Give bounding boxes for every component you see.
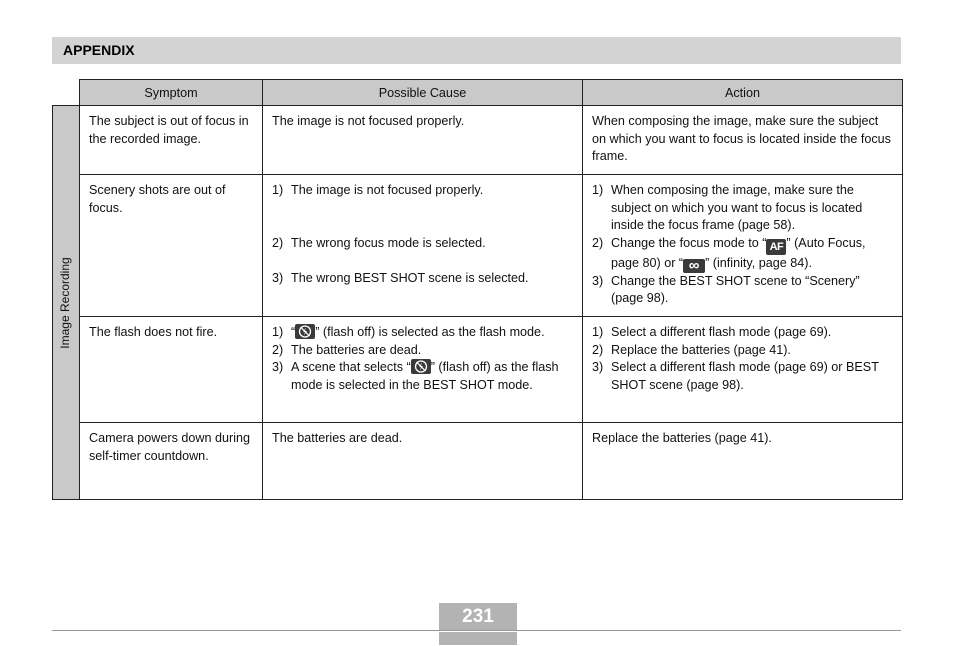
table-row	[53, 423, 903, 500]
action-list	[592, 324, 893, 394]
side-category-label: Image Recording	[58, 256, 73, 349]
symptom-cell: The subject is out of focus in the recorded image.	[80, 106, 263, 175]
page-number-badge	[439, 603, 517, 645]
table-header-row	[53, 80, 903, 106]
cause-cell	[263, 317, 583, 423]
action-cell: Replace the batteries (page 41).	[583, 423, 903, 500]
page-number: 231	[439, 603, 517, 630]
symptom-cell: Scenery shots are out of focus.	[80, 175, 263, 317]
column-header-action: Action	[583, 80, 903, 106]
list-item: 2) The wrong focus mode is selected.	[272, 235, 486, 250]
action-cell	[583, 317, 903, 423]
table-row	[53, 106, 903, 175]
symptom-cell: The flash does not fire.	[80, 317, 263, 423]
flash-off-icon	[411, 359, 431, 374]
infinity-icon: ∞	[683, 259, 705, 273]
cause-cell: The batteries are dead.	[263, 423, 583, 500]
list-item: 2) Change the focus mode to “ AF ” (Auto Focus, page 80) or “ ∞ ” (infinity, page 84).	[592, 235, 866, 274]
action-cell: When composing the image, make sure the subject on which you want to focus is located inside the focus frame.	[583, 106, 903, 175]
section-header	[52, 37, 901, 64]
table-row	[53, 317, 903, 423]
section-title: APPENDIX	[63, 42, 135, 58]
cause-cell: The image is not focused properly.	[263, 106, 583, 175]
list-item: 3) Select a different flash mode (page 69) or BEST SHOT scene (page 98).	[592, 360, 879, 392]
side-category-cell	[53, 106, 80, 500]
action-list	[592, 182, 893, 308]
cause-cell	[263, 175, 583, 317]
auto-focus-icon: AF	[766, 239, 786, 255]
cause-list	[272, 324, 573, 394]
action-cell	[583, 175, 903, 317]
column-header-cause: Possible Cause	[263, 80, 583, 106]
list-item: 1) When composing the image, make sure the subject on which you want to focus is located inside the focus frame (page 58).	[592, 183, 863, 233]
column-header-symptom: Symptom	[80, 80, 263, 106]
list-item: 1) The image is not focused properly.	[272, 183, 484, 197]
list-item: 2) Replace the batteries (page 41).	[592, 342, 791, 357]
list-item: 1) Select a different flash mode (page 69).	[592, 325, 832, 339]
list-item: 3) The wrong BEST SHOT scene is selected.	[272, 271, 529, 286]
flash-off-icon	[295, 324, 315, 339]
list-item: 3) Change the BEST SHOT scene to “Scenery” (page 98).	[592, 273, 860, 306]
symptom-cell: Camera powers down during self-timer countdown.	[80, 423, 263, 500]
page-number-tab	[439, 632, 517, 645]
footer-divider	[52, 630, 901, 631]
list-item: 3) A scene that selects “ ” (flash off) as the flash mode is selected in the BEST SHOT mode.	[272, 360, 559, 392]
header-blank-cell	[53, 80, 80, 106]
list-item: 2) The batteries are dead.	[272, 342, 422, 357]
list-item: 1) “ ” (flash off) is selected as the flash mode.	[272, 325, 545, 339]
table-row	[53, 175, 903, 317]
cause-list	[272, 182, 573, 288]
troubleshooting-table	[52, 79, 903, 500]
